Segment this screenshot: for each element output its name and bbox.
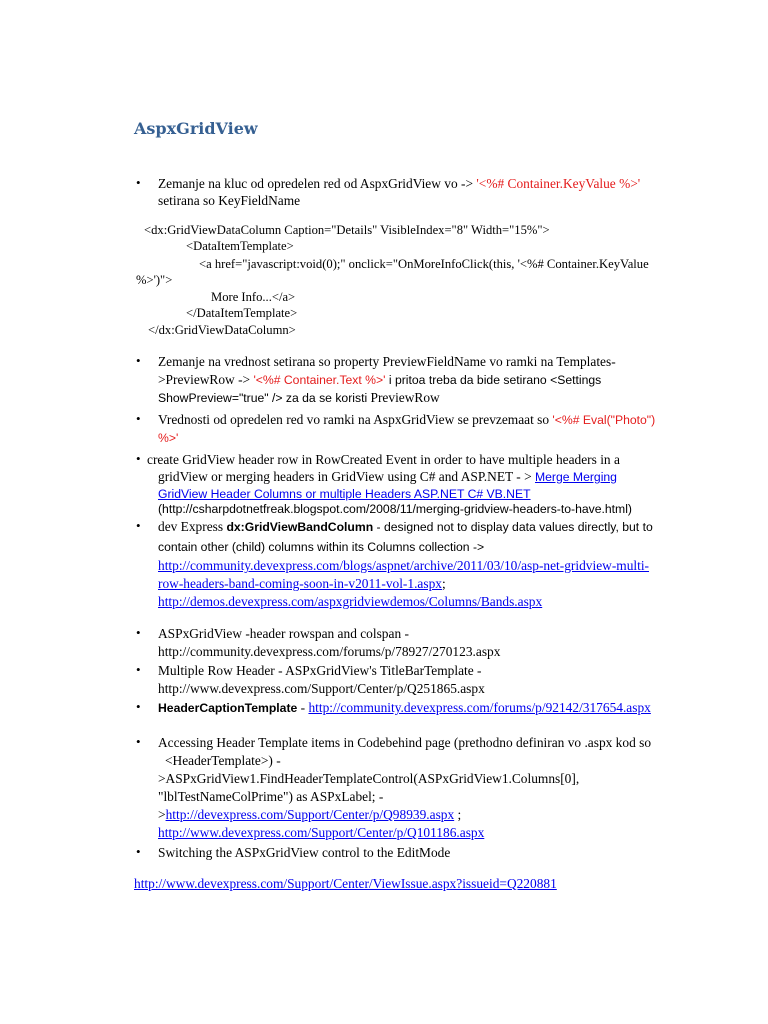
bullet: •: [136, 662, 141, 677]
page-title: AspxGridView: [134, 119, 258, 138]
list-item-continuation: >http://devexpress.com/Support/Center/p/Q98939.aspx ;: [158, 807, 462, 822]
list-item: create GridView header row in RowCreated Event in order to have multiple headers in a: [147, 452, 620, 467]
inline-code: '<%# Eval("Photo"): [552, 413, 656, 427]
devexpress-blog-link[interactable]: http://community.devexpress.com/blogs/aspnet/archive/2011/03/10/asp-net-gridview-multi-: [158, 558, 650, 573]
bullet: •: [136, 411, 141, 426]
inline-code: %>': [158, 431, 179, 445]
devexpress-demo-bands-link[interactable]: http://demos.devexpress.com/aspxgridviewdemos/Columns/Bands.aspx: [158, 594, 543, 609]
list-item-continuation: [158, 824, 484, 841]
list-item-continuation: [158, 593, 542, 610]
gridview-header-columns-link[interactable]: GridView Header Columns or multiple Headers ASP.NET C# VB.NET: [158, 487, 531, 501]
code-line: %>')">: [136, 273, 173, 287]
merge-merging-link[interactable]: Merge Merging: [535, 470, 617, 484]
code-line: <a href="javascript:void(0);" onclick="OnMoreInfoClick(this, '<%# Container.KeyValue: [199, 257, 649, 271]
list-item: Accessing Header Template items in Codebehind page (prethodno definiran vo .aspx kod so: [158, 735, 652, 750]
list-item-continuation: "lblTestNameColPrime") as ASPxLabel; -: [158, 789, 384, 804]
list-item-continuation: ShowPreview="true" /> za da se koristi PreviewRow: [158, 390, 440, 405]
bullet: •: [136, 353, 141, 368]
inline-code: '<%# Container.KeyValue %>': [476, 176, 641, 191]
devexpress-q101186-link[interactable]: http://www.devexpress.com/Support/Center/p/Q101186.aspx: [158, 825, 485, 840]
list-item: Zemanje na kluc od opredelen red od AspxGridView vo -> '<%# Container.KeyValue %>': [158, 176, 641, 191]
list-item: Zemanje na vrednost setirana so property PreviewFieldName vo ramki na Templates-: [158, 354, 616, 369]
list-item: Vrednosti od opredelen red vo ramki na AspxGridView se prevzemaat so '<%# Eval("Photo"): [158, 412, 656, 427]
list-item: ASPxGridView -header rowspan and colspan -: [158, 626, 409, 641]
list-item-continuation: contain other (child) columns within its Columns collection ->: [158, 540, 485, 554]
list-item: Switching the ASPxGridView control to the EditMode: [158, 845, 451, 860]
code-line: <dx:GridViewDataColumn Caption="Details" VisibleIndex="8" Width="15%">: [144, 223, 550, 237]
list-item-continuation: [158, 557, 649, 574]
list-item-continuation: gridView or merging headers in GridView using C# and ASP.NET - > Merge Merging: [158, 469, 617, 484]
bullet: •: [136, 734, 141, 749]
list-item: dev Express dx:GridViewBandColumn - designed not to display data values directly, but to: [158, 519, 653, 534]
code-line: </dx:GridViewDataColumn>: [148, 323, 296, 337]
list-item: Multiple Row Header - ASPxGridView's TitleBarTemplate -: [158, 663, 482, 678]
code-line: More Info...</a>: [211, 290, 296, 304]
list-item: HeaderCaptionTemplate - http://community.devexpress.com/forums/p/92142/317654.aspx: [158, 700, 651, 715]
list-item-continuation: <HeaderTemplate>) -: [165, 753, 281, 768]
bullet: •: [136, 175, 141, 190]
bullet: •: [136, 451, 141, 466]
list-item-continuation: (http://csharpdotnetfreak.blogspot.com/2008/11/merging-gridview-headers-to-have.html): [158, 502, 632, 516]
devexpress-q98939-link[interactable]: http://devexpress.com/Support/Center/p/Q98939.aspx: [165, 807, 455, 822]
devexpress-blog-link-cont[interactable]: row-headers-band-coming-soon-in-v2011-vol-1.aspx: [158, 576, 442, 591]
inline-code: '<%# Container.Text %>': [253, 373, 386, 387]
list-item-continuation: >PreviewRow -> '<%# Container.Text %>' i pritoa treba da bide setirano <Settings: [158, 372, 602, 387]
code-line: </DataItemTemplate>: [186, 306, 298, 320]
devexpress-forum-link[interactable]: http://community.devexpress.com/forums/p/92142/317654.aspx: [308, 700, 651, 715]
code-line: <DataItemTemplate>: [186, 239, 294, 253]
bullet: •: [136, 844, 141, 859]
list-item-continuation: >ASPxGridView1.FindHeaderTemplateControl(ASPxGridView1.Columns[0],: [158, 771, 580, 786]
list-item-continuation: setirana so KeyFieldName: [158, 193, 301, 208]
footer-link-line: [134, 875, 557, 892]
list-item-continuation: row-headers-band-coming-soon-in-v2011-vol-1.aspx;: [158, 576, 446, 591]
bullet: •: [136, 699, 141, 714]
list-item-continuation: http://community.devexpress.com/forums/p/78927/270123.aspx: [158, 644, 501, 659]
bullet: •: [136, 518, 141, 533]
bullet: •: [136, 625, 141, 640]
list-item-continuation: http://www.devexpress.com/Support/Center/p/Q251865.aspx: [158, 681, 485, 696]
devexpress-viewissue-link[interactable]: http://www.devexpress.com/Support/Center/ViewIssue.aspx?issueid=Q220881: [134, 876, 557, 891]
